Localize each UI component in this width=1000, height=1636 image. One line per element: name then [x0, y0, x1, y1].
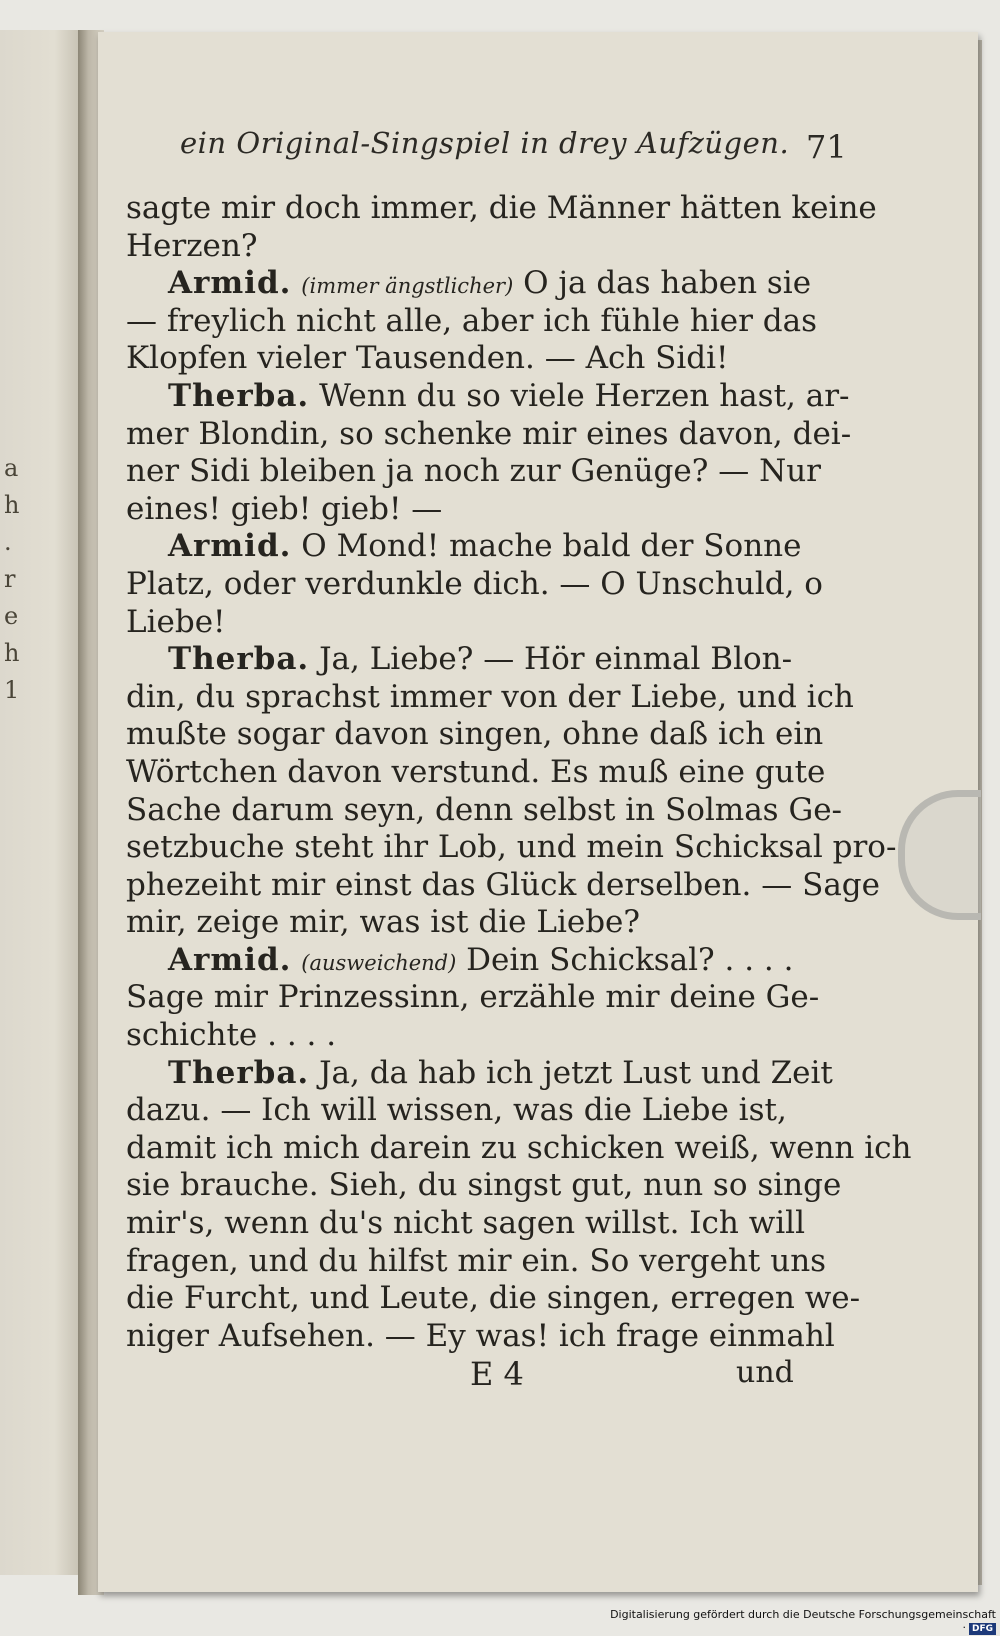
facing-page-char: . — [4, 528, 12, 556]
digitization-credit — [606, 1608, 996, 1635]
signature-mark: E 4 — [470, 1355, 524, 1393]
speaker-name: Armid. — [168, 941, 292, 978]
line-text: mir, zeige mir, was ist die Liebe? — [126, 904, 641, 941]
speech-line — [126, 265, 846, 303]
line-text: O ja das haben sie — [523, 265, 812, 302]
text-line — [126, 453, 846, 491]
facing-page-char: e — [4, 602, 19, 630]
line-text: fragen, und du hilfst mir ein. So vergeht uns — [126, 1242, 827, 1279]
facing-page-fragments — [4, 450, 24, 709]
line-text: sagte mir doch immer, die Männer hätten keine — [126, 190, 877, 226]
line-text: sie brauche. Sieh, du singst gut, nun so singe — [126, 1167, 842, 1204]
text-line — [126, 190, 877, 228]
text-line — [126, 415, 852, 454]
line-text: niger Aufsehen. — Ey was! ich frage einmahl — [126, 1317, 835, 1354]
text-line — [126, 754, 846, 792]
line-text: Ja, da hab ich jetzt Lust und Zeit — [319, 1054, 833, 1091]
line-text: setzbuche steht ihr Lob, und mein Schicksal pro- — [126, 829, 897, 866]
line-text: Wenn du so viele Herzen hast, ar- — [319, 377, 850, 414]
line-text: phezeiht mir einst das Glück derselben. — Sage — [126, 866, 880, 903]
text-line — [126, 904, 846, 942]
text-line — [126, 792, 846, 830]
line-text: — freylich nicht alle, aber ich fühle hier das — [126, 302, 817, 339]
text-line — [126, 678, 854, 717]
line-text: eines! gieb! gieb! — — [126, 490, 443, 527]
text-line — [126, 1205, 846, 1243]
text-line — [126, 1318, 846, 1356]
line-text: Klopfen vieler Tausenden. — Ach Sidi! — [126, 340, 729, 377]
stage-direction: (ausweichend) — [301, 950, 457, 975]
facing-page-edge — [0, 30, 81, 1575]
line-text: Herzen? — [126, 227, 258, 264]
speech-line — [126, 1055, 846, 1093]
page-number: 71 — [806, 128, 847, 166]
speaker-name: Therba. — [168, 641, 310, 678]
stage-direction: (immer ängstlicher) — [301, 274, 514, 299]
speaker-name: Armid. — [168, 265, 292, 302]
catchword: und — [736, 1355, 794, 1390]
line-text: Liebe! — [126, 603, 226, 640]
line-text: din, du sprachst immer von der Liebe, und ich — [126, 678, 854, 715]
line-text: damit ich mich darein zu schicken weiß, wenn ich — [126, 1129, 912, 1166]
body-text — [126, 190, 912, 1355]
facing-page-char: a — [4, 454, 19, 482]
line-text: mir's, wenn du's nicht sagen willst. Ich will — [126, 1205, 806, 1242]
text-line — [126, 866, 880, 905]
speech-line — [126, 377, 850, 416]
facing-page-char: r — [4, 565, 16, 593]
line-text: Sage mir Prinzessinn, erzähle mir deine Ge- — [126, 979, 820, 1016]
line-text: schichte . . . . — [126, 1017, 337, 1054]
line-text: dazu. — Ich will wissen, was die Liebe ist, — [126, 1092, 787, 1129]
text-line — [126, 604, 846, 642]
text-line — [126, 491, 846, 529]
line-text: mer Blondin, so schenke mir eines davon, dei- — [126, 415, 852, 452]
text-line — [126, 566, 846, 604]
line-text: O Mond! mache bald der Sonne — [301, 528, 802, 565]
speaker-name: Therba. — [168, 377, 310, 414]
text-line — [126, 716, 846, 754]
text-line — [126, 1129, 912, 1168]
line-text: die Furcht, und Leute, die singen, erregen we- — [126, 1280, 861, 1317]
text-line — [126, 829, 897, 867]
text-line — [126, 1092, 846, 1130]
text-line — [126, 1017, 846, 1055]
credit-text: Digitalisierung gefördert durch die Deutsche Forschungsgemeinschaft · — [610, 1608, 996, 1634]
line-text: ner Sidi bleiben ja noch zur Genüge? — Nur — [126, 453, 821, 490]
speech-line — [126, 942, 846, 980]
speech-line — [126, 528, 846, 566]
text-line — [126, 979, 846, 1017]
line-text: mußte sogar davon singen, ohne daß ich ein — [126, 716, 824, 753]
facing-page-char: 1 — [4, 676, 20, 704]
line-text: Wörtchen davon verstund. Es muß eine gute — [126, 753, 826, 790]
text-line — [126, 228, 846, 266]
speaker-name: Therba. — [168, 1054, 310, 1091]
text-line — [126, 1167, 846, 1205]
facing-page-char: h — [4, 491, 20, 519]
speech-line — [126, 641, 846, 679]
line-text: Sache darum seyn, denn selbst in Solmas Ge- — [126, 791, 843, 828]
text-line — [126, 303, 846, 341]
text-line — [126, 1280, 861, 1318]
dfg-logo: DFG — [969, 1623, 996, 1635]
text-line — [126, 1243, 846, 1281]
facing-page-char: h — [4, 639, 20, 667]
running-head: ein Original-Singspiel in drey Aufzügen. — [180, 126, 790, 160]
line-text: Platz, oder verdunkle dich. — O Unschuld, o — [126, 565, 823, 602]
line-text: Ja, Liebe? — Hör einmal Blon- — [319, 641, 793, 678]
text-line — [126, 340, 846, 378]
speaker-name: Armid. — [168, 528, 292, 565]
line-text: Dein Schicksal? . . . . — [466, 941, 794, 978]
